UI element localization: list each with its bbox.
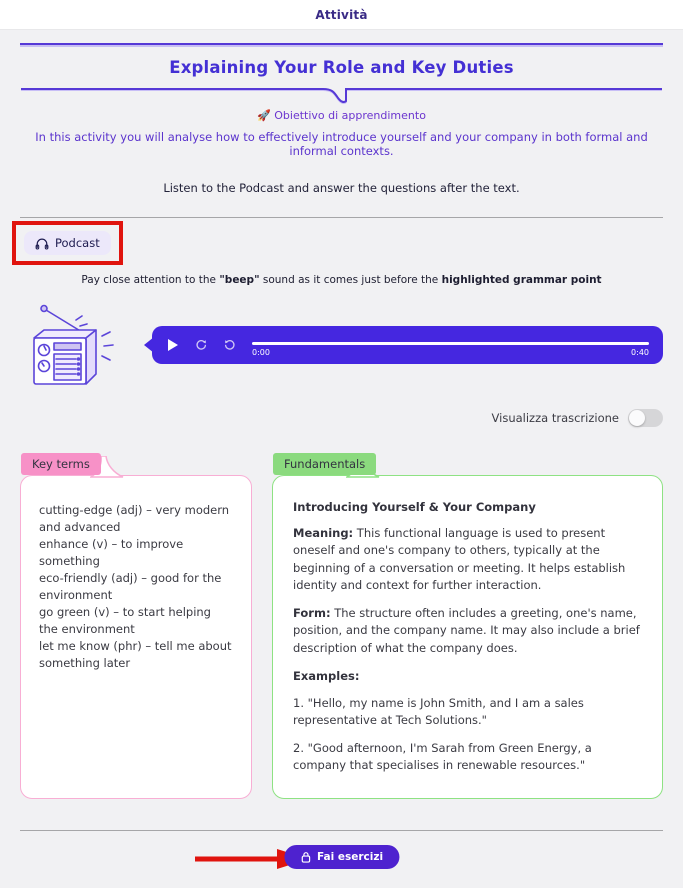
podcast-chip[interactable] — [24, 231, 111, 255]
current-time: 0:00 — [252, 348, 270, 357]
seek-bar[interactable] — [252, 342, 649, 345]
section-divider-top — [20, 217, 663, 218]
podcast-chip-label: Podcast — [55, 236, 100, 250]
fundamentals-label: Fundamentals — [273, 453, 376, 475]
lock-icon — [300, 851, 311, 863]
key-terms-box — [20, 475, 252, 799]
footer — [20, 830, 663, 888]
top-accent-line — [20, 43, 663, 45]
fundamentals-box — [272, 475, 663, 799]
rocket-icon: 🚀 — [257, 109, 271, 122]
term-item: go green (v) – to start helping the environment — [39, 605, 211, 637]
key-terms-section — [20, 453, 252, 799]
progress-zone — [252, 333, 649, 357]
page-title: Attività — [315, 7, 368, 22]
beep-note: Pay close attention to the "beep" sound as it comes just before the highlighted grammar point — [81, 274, 602, 286]
transcript-row — [20, 409, 663, 427]
key-terms-label: Key terms — [21, 453, 101, 475]
term-item: eco-friendly (adj) – good for the environment — [39, 571, 222, 603]
listen-instruction: Listen to the Podcast and answer the questions after the text. — [163, 181, 520, 195]
audio-player — [152, 326, 663, 364]
do-exercises-label: Fai esercizi — [316, 851, 384, 863]
examples-heading: Examples: — [293, 668, 360, 683]
term-item: enhance (v) – to improve something — [39, 537, 184, 569]
skip-forward-icon[interactable] — [224, 339, 236, 351]
transcript-toggle[interactable] — [628, 409, 663, 427]
player-tail — [144, 337, 154, 353]
section-divider-bottom — [20, 830, 663, 831]
meaning-paragraph: Meaning: This functional language is used to present oneself and one's company to others, typically at the beginning of a conversation or meeting. It helps establish identity and context for further interaction. — [293, 526, 626, 592]
play-icon[interactable] — [168, 339, 178, 351]
objective-heading: 🚀 Obiettivo di apprendimento — [257, 109, 426, 122]
total-time: 0:40 — [631, 348, 649, 357]
objective-description: In this activity you will analyse how to effectively introduce yourself and your company in both formal and informal contexts. — [35, 130, 648, 158]
notched-accent-line — [20, 87, 663, 105]
skip-back-icon[interactable] — [195, 339, 207, 351]
term-item: let me know (phr) – tell me about something later — [39, 639, 232, 671]
fundamentals-section — [272, 453, 663, 799]
transcript-toggle-label: Visualizza trascrizione — [491, 411, 619, 425]
headphones-icon — [35, 237, 49, 250]
do-exercises-button[interactable] — [284, 845, 399, 869]
term-item: cutting-edge (adj) – very modern and advanced — [39, 503, 230, 535]
form-paragraph: Form: The structure often includes a greeting, one's name, position, and the company name. It may also include a brief description of what the company does. — [293, 606, 640, 655]
toggle-knob — [629, 410, 645, 426]
boxes-row — [20, 453, 663, 799]
red-annotation-box — [12, 221, 123, 265]
player-row — [20, 300, 663, 390]
example-item: 2. "Good afternoon, I'm Sarah from Green Energy, a company that specialises in renewable resources." — [293, 740, 592, 772]
fundamentals-heading: Introducing Yourself & Your Company — [293, 500, 536, 514]
activity-card — [0, 43, 683, 888]
radio-illustration — [20, 300, 138, 390]
activity-title: Explaining Your Role and Key Duties — [169, 58, 514, 77]
example-item: 1. "Hello, my name is John Smith, and I am a sales representative at Tech Solutions." — [293, 696, 584, 728]
top-bar — [0, 0, 683, 30]
